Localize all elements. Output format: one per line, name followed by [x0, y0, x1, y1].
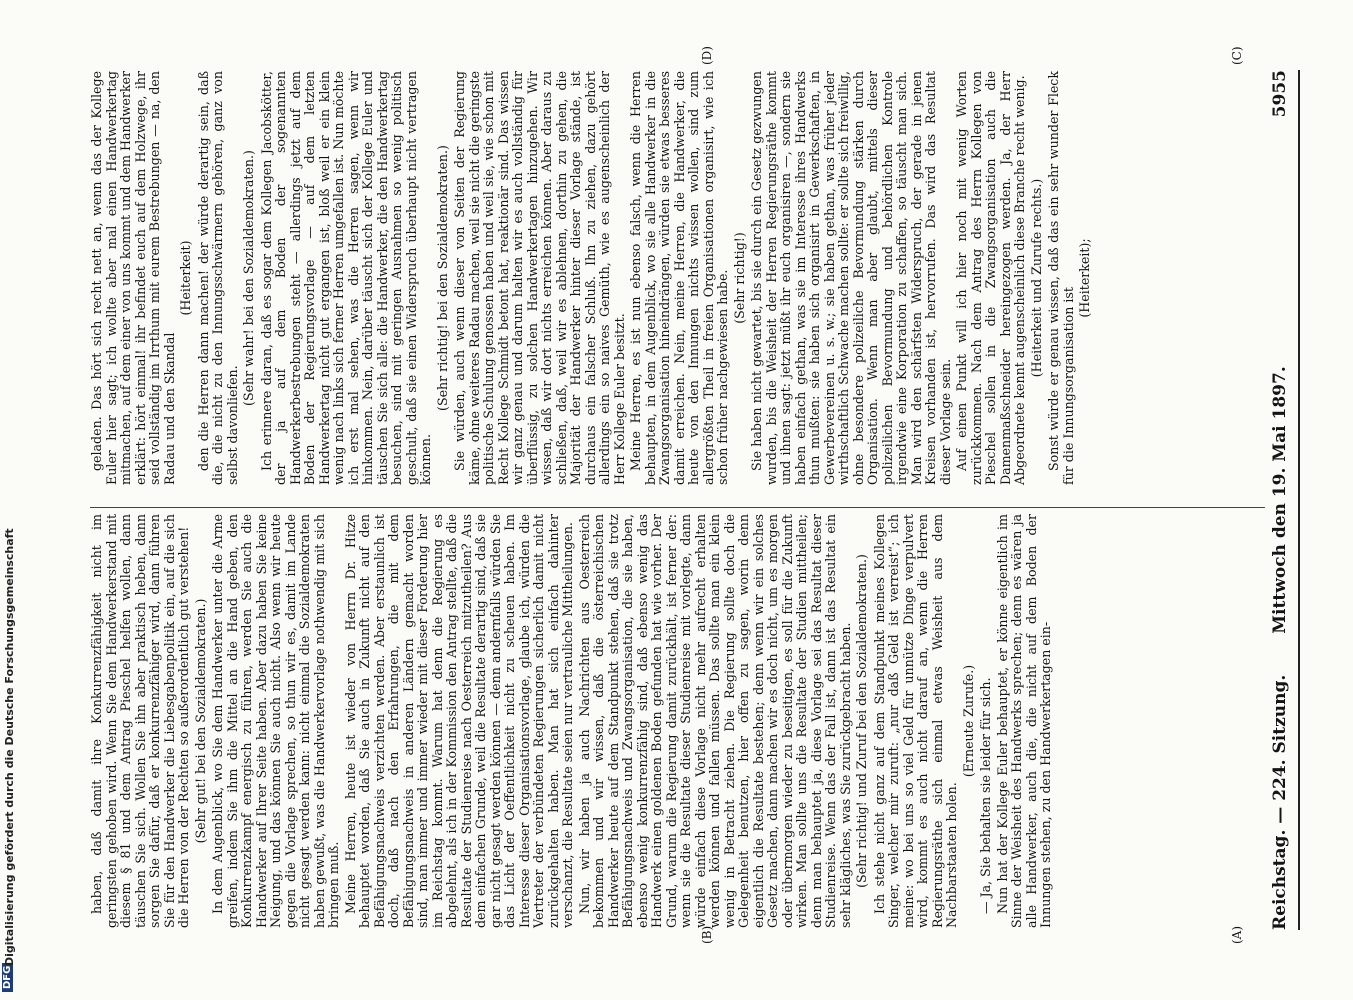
interjection: (Sehr wahr! bei den Sozialdemokraten.) [241, 150, 256, 406]
column-divider [90, 507, 1265, 508]
paragraph: haben, daß damit ihre Konkurrenzfähigkeit nicht im geringsten gehoben wird. Wenn Sie dem Handwerkerstand mit diesem § 81 und dem Antrag Pieschel helfen wollen, dann täuschen Sie sich. Wollen Sie ihn aber praktisch heben, dann sorgen Sie dafür, daß er konkurrenzfähiger wird, dann führen Sie für den Handwerker die Liebesgabenpolitik ein, auf die sich die Herren von der Rechten so außerordentlich gut verstehen! [89, 514, 191, 928]
page-number: 5955 [1270, 70, 1290, 118]
interjection: (Erneute Zurufe.) [960, 664, 976, 778]
header-rule [1298, 70, 1300, 930]
interjection: (Sehr richtig!) [731, 232, 747, 324]
margin-letter-a: (A) [1230, 925, 1244, 944]
paragraph: Ich erinnere daran, daß es sogar dem Kollegen Jacobskötter, der ja auf dem Boden der sogenannten Handwerkerbestrebungen steht — allerdings jetzt auf dem Boden der Regierungsvorlage — auf dem letzten Handwerkertag nicht gut ergangen ist, bloß weil er ein klein wenig nach links sich ferner Herren umgefallen ist. Nun möchte ich erst mal sehen, was die Herren sagen, wenn wir hinkommen. Nein, darüber täuscht sich der Kollege Euler und täuschen Sie sich alle: die Handwerker, die den Handwerkertag besuchen, sind mit geringen Ausnahmen so wenig politisch geschult, daß sie einen Widerspruch überhaupt nicht vertragen können. [258, 71, 433, 485]
header-center: Mittwoch den 19. Mai 1897. [1270, 366, 1290, 634]
margin-letter-b: (B) [700, 925, 714, 944]
interjection: (Heiterkeit) [178, 240, 193, 316]
interjection: (Heiterkeit); [1077, 238, 1092, 318]
margin-letter-d: (D) [700, 46, 714, 65]
dfg-logo: DFG [2, 963, 13, 992]
interjection: (Sehr gut! bei den Sozialdemokraten.) [192, 598, 208, 844]
header-left: Reichstag. — 224. Sitzung. [1270, 674, 1290, 930]
paragraph: Sonst würde er genau wissen, daß das ein sehr wunder Fleck für die Innungsorganisation ist [1046, 71, 1076, 485]
paragraph: Nun, wir haben ja auch Nachrichten aus Oesterreich bekommen und wir wissen, daß die österreichischen Handwerker heute auf dem Standpunkt stehen, daß sie trotz Befähigungsnachweis und Zwangsorganisation, die sie haben, ebenso wenig konkurrenzfähig sind, daß ebenso wenig das Handwerk einen goldenen Boden gefunden hat wie vorher. Der Grund, warum die Regierung damit zurückhält, ist ferner der: wenn sie die Resultate dieser Studienreise mit vorlegte, dann würde einfach diese Vorlage nicht mehr aufrecht erhalten werden können und fallen müssen. Das sollte man ein klein wenig in Betracht ziehen. Die Regierung sollte doch die Gelegenheit benutzen, hier offen zu sagen, worin denn eigentlich die Resultate bestehen; denn wenn wir ein solches Gesetz machen, dann machen wir es doch nicht, um es morgen oder übermorgen wieder zu beseitigen, es soll für die Zukunft wirken. Man sollte uns die Resultate der Studien mittheilen; denn man behauptet ja, diese Vorlage sei das Resultat dieser Studienreise. Wenn das der Fall ist, dann ist das Resultat ein sehr klägliches, was Sie zurückgebracht haben. [576, 514, 853, 928]
interjection: (Heiterkeit und Zurufe rechts.) [1028, 178, 1044, 378]
paragraph: Sie haben nicht gewartet, bis sie durch ein Gesetz gezwungen wurden, bis die Weisheit der Herren Regierungsräthe kommt und ihnen sagt: jetzt müßt ihr euch organisiren —, sondern sie haben einfach gethan, was sie im Interesse ihres Handwerks thun mußten: sie haben sich organisirt in Gewerkschaften, in Gewerbevereinen u. s. w.; sie haben gethan, was früher jeder wirthschaftlich Schwache machen sollte: er sollte sich freiwillig, ohne besondere polizeiliche Bevormundung stärken durch Organisation. Wenn man aber glaubt, mittels dieser polizeilichen Bevormundung und behördlichen Kontrole irgendwie eine Korporation zu schaffen, so täuscht man sich. Man wird den schärfsten Widerspruch, der gerade in jenen Kreisen vorhanden ist, hervorrufen. Das wird das Resultat dieser Vorlage sein. [749, 71, 953, 485]
interjection: (Sehr richtig! bei den Sozialdemokraten.) [434, 145, 450, 411]
interjection: (Sehr richtig! und Zuruf bei den Sozialdemokraten.) [854, 554, 869, 888]
paragraph: Meine Herren, es ist nun ebenso falsch, wenn die Herren behaupten, in dem Augenblick, wo sie alle Handwerker in die Zwangsorganisation hineindrängen, würden sie etwas besseres damit erreichen. Nein, meine Herren, die Handwerker, die heute von den Innungen nichts wissen wollen, sind zum allergrößten Theil in freien Organisationen organisirt, wie ich schon früher nachgewiesen habe. [628, 71, 730, 485]
page-header [1270, 70, 1294, 930]
paragraph: Meine Herren, heute ist wieder von Herrn Dr. Hitze behauptet worden, daß Sie auch in Zukunft nicht auf den Befähigungsnachweis verzichten werden. Aber erstaunlich ist doch, daß nach den Erfahrungen, die mit dem Befähigungsnachweis in anderen Ländern gemacht worden sind, man immer und immer wieder mit dieser Forderung hier im Reichstag kommt. Warum hat denn die Regierung es abgelehnt, als ich in der Kommission den Antrag stellte, daß die Resultate der Studienreise nach Oesterreich mitzutheilen? Aus dem einfachen Grunde, weil die Resultate derartig sind, daß sie gar nicht gesagt werden können — denn andernfalls würden Sie das Licht der Oeffentlichkeit nicht zu scheuen haben. Im Interesse dieser Organisationsvorlage, glaube ich, würden die Vertreter der verbündeten Regierungen sicherlich damit nicht zurückgehalten haben. Man hat sich einfach dahinter verschanzt, die Resultate seien nur vertrauliche Mittheilungen. [342, 514, 575, 928]
footer-text: Digitalisierung gefördert durch die Deutsche Forschungsgemeinschaft [3, 528, 16, 966]
footer-strip [0, 0, 20, 1000]
paragraph: geladen. Das hört sich recht nett an, wenn das der Kollege Euler hier sagt; ich wollte aber mal einen Handwerkertag mitmachen, auf dem einer von uns kommt und dem Handwerker erklärt: hört einmal! ihr befindet euch auf dem Holzwege, ihr seid vollständig im Irrthum mit eurem Bestrebungen — na, den Radau und den Skandal [89, 71, 177, 485]
paragraph: Ich stehe nicht ganz auf dem Standpunkt meines Kollegen Singer, welcher mir zuruft: „nur daß Geld ist verreist“; ich meine: wo bei uns so viel Geld für unnütze Dinge verpulvert wird, kommt es auch nicht darauf an, wenn die Herren Regierungsräthe sich einmal etwas Weisheit aus dem Nachbarstaaten holen. [871, 514, 959, 928]
paragraph: — Ja, Sie behalten sie leider für sich. [978, 677, 993, 914]
paragraph: Nun hat der Kollege Euler behauptet, er könne eigentlich im Sinne der Weisheit des Handwerks sprechen; denn es wären ja alle Handwerker, auch die, die nicht auf dem Boden der Innungen stehen, zu den Handwerkertagen ein- [994, 514, 1053, 928]
paragraph: Auf einen Punkt will ich hier noch mit wenig Worten zurückkommen. Nach dem Antrag des Herrn Kollegen von Pieschel sollen in die Zwangsorganisation auch die Damenmaßschneider hereingezogen werden. Ja, der Herr Abgeordnete kennt augenscheinlich diese Branche recht wenig. [954, 71, 1027, 485]
text-column-right [90, 71, 1096, 485]
paragraph: Sie würden, auch wenn dieser von Seiten der Regierung käme, ohne weiteres Radau machen, weil sie nicht die geringste politische Schulung genossen haben und weil sie, wie schon mit Recht Kollege Schmidt betont hat, reaktionär sind. Das wissen wir ganz genau und darum halten wir es auch vollständig für überflüssig, zu solchen Handwerkertagen hinzugehen. Wir wissen, daß wir dort nichts erreichen können. Aber daraus zu schließen, daß, weil wir es ablehnen, dorthin zu gehen, die Majorität der Handwerker hinter dieser Vorlage stände, ist durchaus ein falscher Schluß. Ihn zu ziehen, dazu gehört allerdings ein so naives Gemüth, wie es augenscheinlich der Herr Kollege Euler besitzt. [452, 71, 627, 485]
paragraph: den die Herren dann machen! der würde derartig sein, daß die, die nicht zu den Innungsschwärmern gehören, ganz von selbst davonliefen. [195, 71, 240, 485]
text-column-left [90, 514, 1056, 928]
paragraph: In dem Augenblick, wo Sie dem Handwerker unter die Arme greifen, indem Sie ihm die Mittel an die Hand geben, den Konkurrenzkampf energisch zu führen, werden Sie auch die Handwerker auf Ihrer Seite haben. Aber dazu haben Sie keine Neigung, und das können Sie auch nicht. Also wenn wir heute gegen die Vorlage sprechen, so thun wir es, damit im Lande nicht gesagt werden kann: nicht einmal die Sozialdemokraten haben gewußt, was die Handwerkervorlage nothwendig mit sich bringen muß. [210, 514, 341, 928]
margin-letter-c: (C) [1230, 46, 1244, 65]
